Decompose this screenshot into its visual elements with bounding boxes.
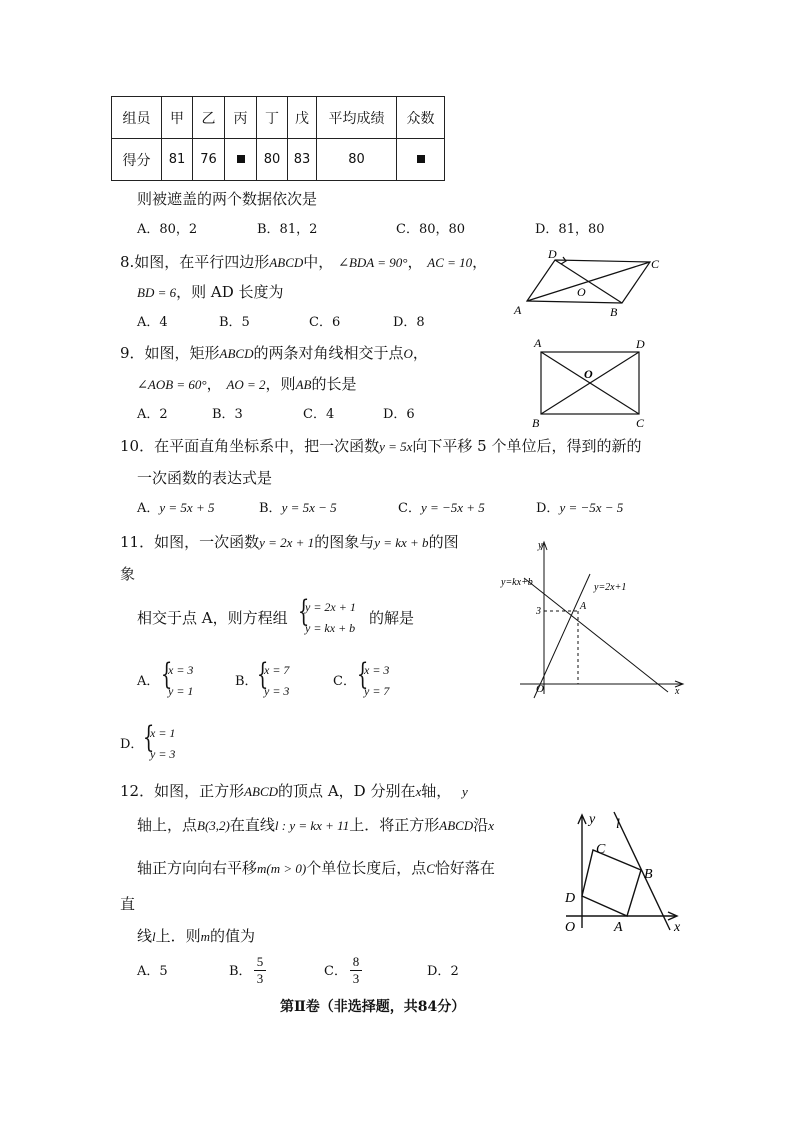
q11-text: 的图象与 [314,533,375,551]
q8-math: ∠BDA = 90° [338,255,408,270]
q11-option-d-label: D． [120,737,144,752]
option-eq: y = 7 [364,684,390,698]
q12-text: 沿 [473,816,489,834]
line-l [614,812,670,930]
option-brace: { [160,657,173,692]
label-a: A [534,336,542,350]
q8-text: 8.如图，在平行四边形 [120,253,270,271]
q10-option-b [259,500,337,517]
q12-math: ABCD [244,784,279,799]
table-cell-hidden [225,139,257,181]
q12-text: 上．则 [155,927,201,945]
option-brace: { [256,657,269,692]
q12-math: y [462,784,468,799]
q12-option-b-label: B． [229,964,252,979]
fraction-numerator: 8 [352,954,360,969]
q9-text: ， [412,344,428,362]
q10-option-expr: y = −5x + 5 [420,500,485,515]
label-l: l [616,817,620,832]
label-a: A [614,920,623,935]
fraction-denominator: 3 [352,971,360,986]
system-brace: { [297,594,310,629]
fraction-numerator: 5 [256,954,264,969]
q12-line3 [137,859,495,877]
q12-math: l : y = kx + 11 [274,818,350,833]
q11-system [305,597,356,639]
y-axis-label: y [538,540,543,551]
table-header-cell: 乙 [193,97,225,139]
q9-math: ∠AOB = 60° [137,377,207,392]
label-d: D [565,891,576,906]
line-kx-label: y=kx+b [501,577,533,588]
q12-option-c-fraction [350,955,362,986]
line-kx-plus-b [524,578,668,692]
q10-math: y = 5x [379,439,413,454]
q11-option-b [264,660,289,702]
q8-math: AC = 10 [427,255,473,270]
q9-line2 [137,375,356,393]
label-o: O [577,285,586,299]
q12-option-value: 5 [159,964,168,979]
q8-option-c: C．6 [309,315,341,330]
q9-text: 的两条对角线相交于点 [253,344,404,362]
q8-math: ABCD [269,255,304,270]
q10-text: 10．在平面直角坐标系中，把一次函数 [120,437,380,455]
q12-option-c-label: C． [324,964,347,979]
q11-math: y = kx + b [374,535,429,550]
label-b: B [532,416,540,430]
table-cell-hidden [397,139,445,181]
q12-text: 的值为 [210,927,256,945]
q11-line3-right: 的解是 [369,609,415,627]
q7-option-a: A．80，2 [137,222,198,237]
q9-text: 9．如图，矩形 [120,344,220,362]
q10-option-expr: y = −5x − 5 [559,500,624,515]
q12-text: 轴上，点 [137,816,198,834]
q10-option-a [137,500,214,517]
table-header-cell: 甲 [162,97,193,139]
q12-math: x [488,818,494,833]
table-row [112,139,445,181]
q8-option-a: A．4 [137,315,168,330]
option-eq: y = 3 [150,747,176,761]
q10-option-expr: y = 5x − 5 [281,500,337,515]
q12-text: 上．将正方形 [349,816,440,834]
score-table [111,96,445,181]
option-brace: { [356,657,369,692]
q8-line1 [120,253,487,271]
q8-line2 [137,283,284,301]
label-c: C [596,842,606,857]
label-b: B [644,867,653,882]
q11-option-c-label: C． [333,674,356,689]
label-y: y [589,812,596,827]
table-header-cell: 丁 [257,97,288,139]
table-cell: 83 [288,139,317,181]
q12-line4: 直 [120,895,136,913]
q9-text: ，则 [265,375,296,393]
q8-option-b: B．5 [219,315,250,330]
q12-text: 12．如图，正方形 [120,782,245,800]
label-o: O [565,920,576,935]
table-row-label: 得分 [112,139,162,181]
q12-option-label: D． [427,964,451,979]
q9-math: AB [295,377,312,392]
q7-prompt: 则被遮盖的两个数据依次是 [137,190,318,208]
q12-math: B(3,2) [197,818,230,833]
label-a: A [514,303,522,317]
section-title: 第Ⅱ卷（非选择题，共84分） [280,999,466,1015]
q9-text: 的长是 [311,375,357,393]
q12-text: 的顶点 A，D 分别在 [278,782,416,800]
q12-math: m(m > 0) [257,861,307,876]
option-eq: x = 7 [264,663,290,677]
q11-line3-left: 相交于点 A，则方程组 [137,609,288,627]
q12-option-b-fraction [254,955,266,986]
system-eq2: y = kx + b [305,621,356,635]
q9-math: ABCD [219,346,254,361]
q10-option-d [536,500,623,517]
fraction-denominator: 3 [256,971,264,986]
q8-text: ， [472,253,488,271]
q8-text: 中， [303,253,334,271]
q12-text: 线 [137,927,153,945]
q8-text: ， [407,253,423,271]
option-brace: { [142,720,155,755]
q7-option-d: D．81，80 [535,222,605,237]
q9-option-b: B．3 [212,407,243,422]
label-c: C [636,416,645,430]
table-header-cell: 丙 [225,97,257,139]
q10-option-label: A． [137,501,160,516]
label-d: D [548,247,557,261]
table-cell: 80 [257,139,288,181]
q8-option-d: D．8 [393,315,425,330]
q12-text: 轴， [421,782,452,800]
q10-option-label: D． [536,501,560,516]
system-eq1: y = 2x + 1 [305,600,356,614]
hidden-value-square [237,155,245,163]
q12-text: 恰好落在 [434,859,495,877]
q12-math: m [200,929,211,944]
q12-text: 在直线 [229,816,275,834]
q11-math: y = 2x + 1 [259,535,315,550]
q12-text: 轴正方向向右平移 [137,859,258,877]
q12-line2 [137,816,494,834]
q12-math: C [426,861,435,876]
q11-option-d [150,723,175,765]
label-c: C [651,257,660,271]
q10-option-c [398,500,485,517]
q12-option-value: 2 [450,964,459,979]
table-header-cell: 戊 [288,97,317,139]
label-x: x [674,920,681,935]
q11-option-a-label: A． [137,674,160,689]
q12-math: ABCD [439,818,474,833]
table-cell: 80 [317,139,397,181]
q10-option-expr: y = 5x + 5 [159,500,215,515]
x-axis-label: x [675,686,680,697]
label-o: O [584,367,593,381]
q9-option-c: C．4 [303,407,335,422]
table-header-row [112,97,445,139]
q11-line1 [120,533,459,551]
label-d: D [636,337,645,351]
q12-line1 [120,782,468,800]
q10-line1 [120,437,642,455]
q11-option-b-label: B． [235,674,258,689]
option-eq: x = 1 [150,726,176,740]
q12-text: 个单位长度后，点 [306,859,427,877]
q9-math: AO = 2 [226,377,266,392]
q7-option-b: B．81，2 [257,222,318,237]
q10-option-label: C． [398,501,421,516]
q11-text: 11．如图，一次函数 [120,533,260,551]
q11-option-c [364,660,389,702]
option-eq: y = 3 [264,684,290,698]
q11-graph [498,534,694,702]
tick-3-label: 3 [536,606,541,617]
q9-option-d: D．6 [383,407,415,422]
q10-option-label: B． [259,501,282,516]
table-header-cell: 组员 [112,97,162,139]
origin-label: O [536,683,544,695]
q11-text: 的图 [428,533,459,551]
q11-option-a [168,660,193,702]
option-eq: x = 3 [168,663,194,677]
line-2x-label: y=2x+1 [594,582,627,593]
q12-math: x [415,784,422,799]
option-eq: x = 3 [364,663,390,677]
option-eq: y = 1 [168,684,194,698]
table-cell: 76 [193,139,225,181]
q7-option-c: C．80，80 [396,222,466,237]
diagonal-ac [527,262,650,301]
q12-option-a [137,964,168,980]
q12-square-figure [556,810,692,936]
q9-line1 [120,344,428,362]
q11-line2: 象 [120,565,136,583]
q12-line5 [137,927,255,945]
table-cell: 81 [162,139,193,181]
table-header-cell: 众数 [397,97,445,139]
q12-option-d [427,964,459,980]
q8-text: ，则 AD 长度为 [176,283,284,301]
q8-parallelogram-figure [505,246,665,318]
q9-math: O [403,346,413,361]
label-b: B [610,305,618,318]
q12-math: l [152,929,156,944]
q10-text: 向下平移 5 个单位后，得到的新的 [412,437,642,455]
q9-text: ， [206,375,222,393]
q10-line2: 一次函数的表达式是 [137,469,273,487]
q9-rectangle-figure [528,334,656,430]
square-abcd [582,850,641,916]
point-a-label: A [580,601,587,612]
q12-option-label: A． [137,964,160,979]
table-header-cell: 平均成绩 [317,97,397,139]
q9-option-a: A．2 [137,407,168,422]
q8-math: BD = 6 [137,285,177,300]
hidden-value-square [417,155,425,163]
